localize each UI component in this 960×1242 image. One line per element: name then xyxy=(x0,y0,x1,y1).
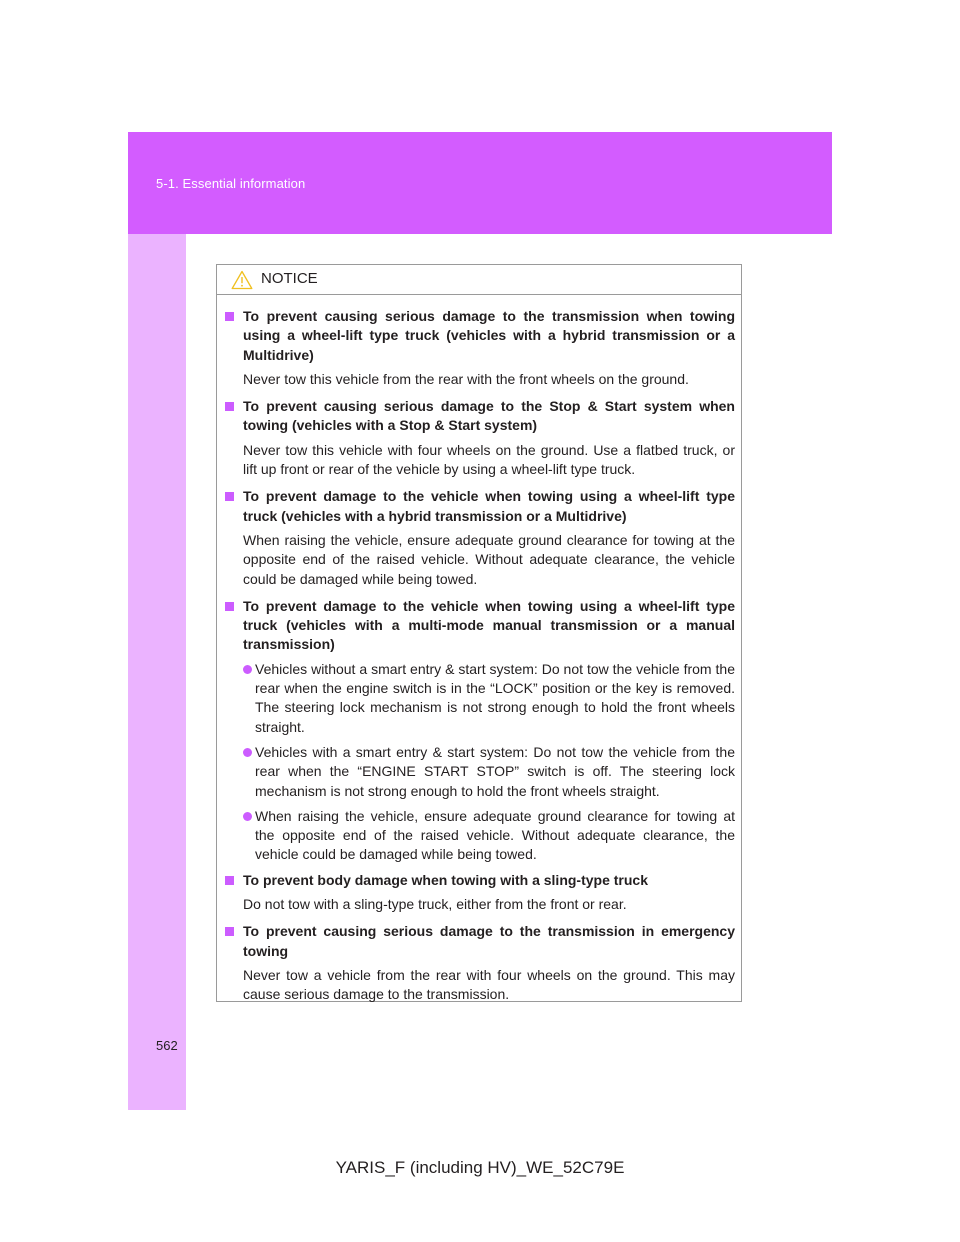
section-title-text: To prevent damage to the vehicle when towing using a wheel-lift type truck (vehicles with a hybrid transmission or a Multidrive) xyxy=(243,488,735,524)
square-bullet-icon xyxy=(225,492,234,501)
section-text: Do not tow with a sling-type truck, either from the front or rear. xyxy=(243,896,627,913)
section-title xyxy=(223,871,735,890)
notice-section xyxy=(223,922,735,1004)
round-bullet-icon xyxy=(243,748,252,757)
list-item xyxy=(223,807,735,865)
section-title xyxy=(223,922,735,961)
section-text: Never tow a vehicle from the rear with four wheels on the ground. This may cause serious damage to the transmission. xyxy=(243,966,735,1003)
section-text: When raising the vehicle, ensure adequate ground clearance for towing at the opposite end of the raised vehicle. Without adequate clearance, the vehicle could be damaged while being towed. xyxy=(243,531,735,587)
notice-section xyxy=(223,307,735,389)
list-item xyxy=(223,660,735,737)
section-title xyxy=(223,487,735,526)
notice-section xyxy=(223,597,735,865)
square-bullet-icon xyxy=(225,876,234,885)
notice-box xyxy=(216,264,742,1002)
section-title-text: To prevent damage to the vehicle when towing using a wheel-lift type truck (vehicles with a multi-mode manual transmission or a manual transmission) xyxy=(243,597,735,653)
section-title xyxy=(223,397,735,436)
section-text: Never tow this vehicle from the rear with the front wheels on the ground. xyxy=(243,370,689,387)
document-footer: YARIS_F (including HV)_WE_52C79E xyxy=(335,1158,625,1177)
section-text: Never tow this vehicle with four wheels on the ground. Use a flatbed truck, or lift up front or rear of the vehicle by using a wheel-lift type truck. xyxy=(243,441,735,478)
section-title xyxy=(223,307,735,365)
warning-triangle-icon xyxy=(231,270,253,290)
notice-section xyxy=(223,871,735,915)
notice-title: NOTICE xyxy=(261,270,318,287)
section-title-text: To prevent body damage when towing with a sling-type truck xyxy=(243,871,649,888)
round-bullet-icon xyxy=(243,812,252,821)
square-bullet-icon xyxy=(225,602,234,611)
notice-body xyxy=(217,295,741,1005)
notice-section xyxy=(223,487,735,588)
square-bullet-icon xyxy=(225,927,234,936)
list-item-text: Vehicles without a smart entry & start system: Do not tow the vehicle from the rear when the engine switch is in the “LOCK” position or the key is removed. The steering lock mechanism is not strong enough to hold the front wheels straight. xyxy=(255,660,735,735)
side-strip xyxy=(128,234,186,1110)
square-bullet-icon xyxy=(225,312,234,321)
section-header: 5-1. Essential information xyxy=(156,176,306,191)
section-title-text: To prevent causing serious damage to the transmission when towing using a wheel-lift type truck (vehicles with a hybrid transmission or a Multidrive) xyxy=(243,308,735,363)
list-item-text: When raising the vehicle, ensure adequate ground clearance for towing at the opposite end of the raised vehicle. Without adequate clearance, the vehicle could be damaged while being towed. xyxy=(255,807,735,863)
round-bullet-icon xyxy=(243,665,252,674)
section-title-text: To prevent causing serious damage to the transmission in emergency towing xyxy=(243,923,735,959)
square-bullet-icon xyxy=(225,402,234,411)
list-item-text: Vehicles with a smart entry & start system: Do not tow the vehicle from the rear when the “ENGINE START STOP” switch is off. The steering lock mechanism is not strong enough to hold the front wheels straight. xyxy=(255,743,735,799)
list-item xyxy=(223,743,735,801)
notice-section xyxy=(223,397,735,479)
section-title-text: To prevent causing serious damage to the Stop & Start system when towing (vehicles with a Stop & Start system) xyxy=(243,398,735,434)
page-number: 562 xyxy=(156,1038,178,1053)
section-title xyxy=(223,597,735,655)
notice-header xyxy=(217,265,741,295)
